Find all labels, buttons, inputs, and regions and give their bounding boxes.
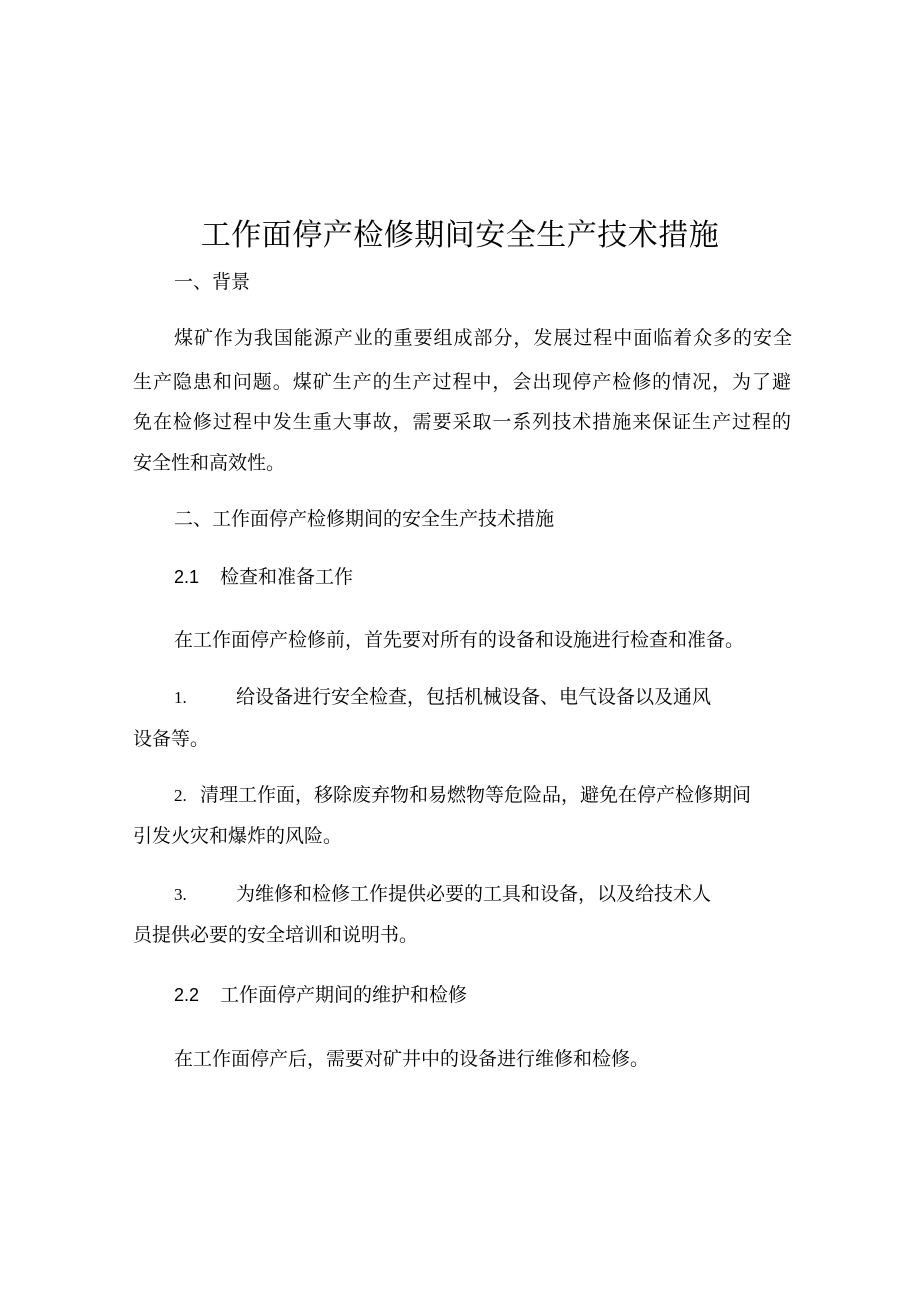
list-number: 2. bbox=[174, 786, 187, 805]
list-item-text: 给设备进行安全检查，包括机械设备、电气设备以及通风 bbox=[236, 686, 712, 708]
list-item-3 bbox=[174, 881, 187, 908]
subsection-heading-2-2 bbox=[174, 982, 467, 1008]
list-item-text: 为维修和检修工作提供必要的工具和设备，以及给技术人 bbox=[236, 883, 712, 905]
list-item-text: 引发火灾和爆炸的风险。 bbox=[133, 825, 343, 847]
paragraph-line: 煤矿作为我国能源产业的重要组成部分，发展过程中面临着众多的安全 bbox=[174, 327, 792, 349]
subsection-heading-2-1 bbox=[174, 564, 353, 590]
subsection-number: 2.2 bbox=[174, 985, 200, 1005]
paragraph-line: 生产隐患和问题。煤矿生产的生产过程中，会出现停产检修的情况，为了避 bbox=[133, 371, 791, 393]
list-item-2 bbox=[174, 782, 187, 809]
list-number: 1. bbox=[174, 688, 187, 707]
subsection-number: 2.1 bbox=[174, 567, 200, 587]
section-heading-background: 一、背景 bbox=[174, 271, 251, 293]
subsection-title: 检查和准备工作 bbox=[220, 566, 354, 588]
paragraph-line: 免在检修过程中发生重大事故，需要采取一系列技术措施来保证生产过程的 bbox=[133, 411, 791, 433]
list-item-text: 员提供必要的安全培训和说明书。 bbox=[133, 924, 419, 946]
paragraph-line: 安全性和高效性。 bbox=[133, 452, 286, 474]
document-title: 工作面停产检修期间安全生产技术措施 bbox=[200, 218, 720, 253]
subsection-title: 工作面停产期间的维护和检修 bbox=[220, 984, 468, 1006]
list-item-text: 设备等。 bbox=[133, 728, 210, 750]
section-heading-measures: 二、工作面停产检修期间的安全生产技术措施 bbox=[174, 508, 555, 530]
subsection-intro: 在工作面停产检修前，首先要对所有的设备和设施进行检查和准备。 bbox=[174, 629, 745, 651]
list-item-1 bbox=[174, 684, 187, 711]
list-item-text: 清理工作面，移除废弃物和易燃物等危险品，避免在停产检修期间 bbox=[200, 784, 752, 806]
subsection-intro: 在工作面停产后，需要对矿井中的设备进行维修和检修。 bbox=[174, 1048, 650, 1070]
list-number: 3. bbox=[174, 885, 187, 904]
